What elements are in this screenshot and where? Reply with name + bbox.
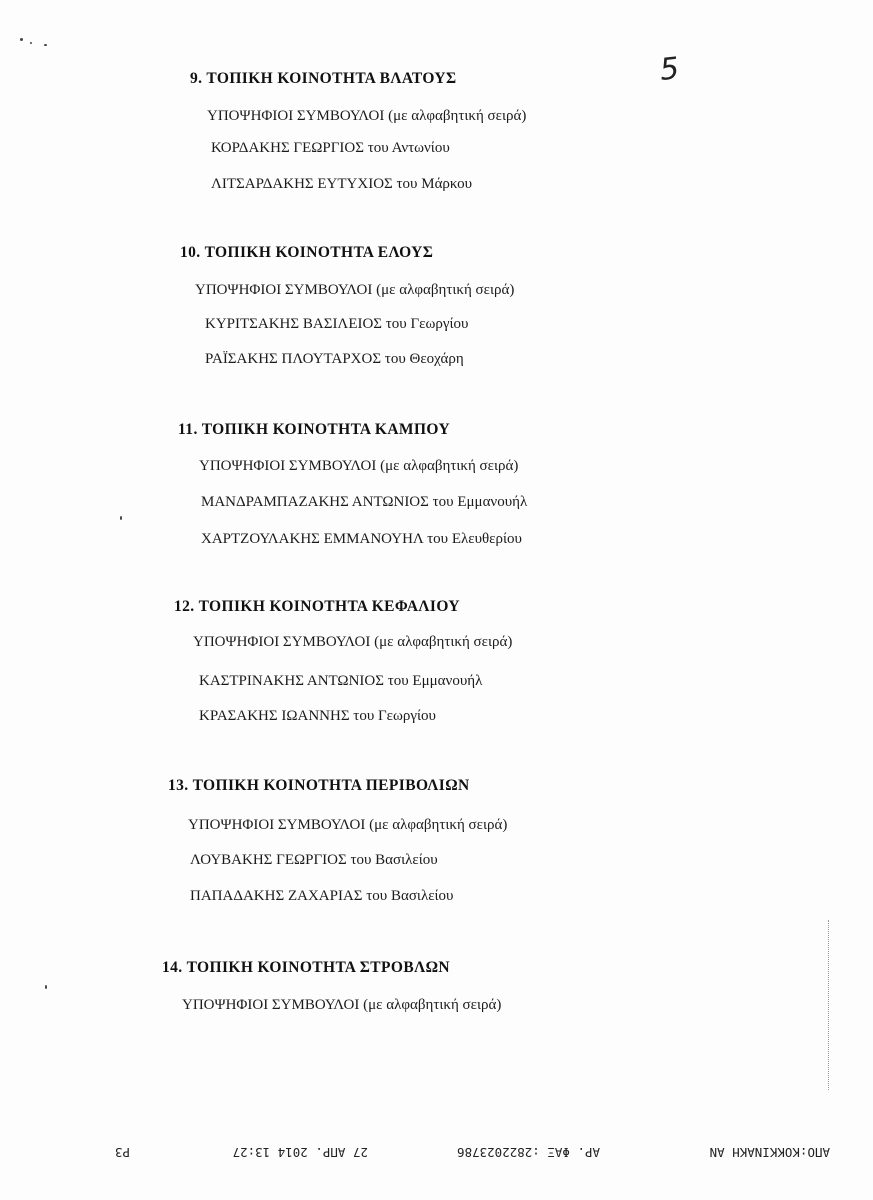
fax-number: ΑΡ. ΦΑΞ :2822023786 bbox=[457, 1145, 600, 1160]
candidate-name: ΚΥΡΙΤΣΑΚΗΣ ΒΑΣΙΛΕΙΟΣ του Γεωργίου bbox=[205, 316, 469, 332]
section-heading: 12. ΤΟΠΙΚΗ ΚΟΙΝΟΤΗΤΑ ΚΕΦΑΛΙΟΥ bbox=[174, 598, 461, 615]
section-heading: 11. ΤΟΠΙΚΗ ΚΟΙΝΟΤΗΤΑ ΚΑΜΠΟΥ bbox=[178, 421, 451, 438]
candidate-name: ΠΑΠΑΔΑΚΗΣ ΖΑΧΑΡΙΑΣ του Βασιλείου bbox=[190, 888, 454, 904]
section-subtitle: ΥΠΟΨΗΦΙΟΙ ΣΥΜΒΟΥΛΟΙ (με αλφαβητική σειρά) bbox=[182, 997, 502, 1013]
section-subtitle: ΥΠΟΨΗΦΙΟΙ ΣΥΜΒΟΥΛΟΙ (με αλφαβητική σειρά) bbox=[195, 282, 515, 298]
candidate-name: ΚΡΑΣΑΚΗΣ ΙΩΑΝΝΗΣ του Γεωργίου bbox=[199, 708, 436, 724]
section-subtitle: ΥΠΟΨΗΦΙΟΙ ΣΥΜΒΟΥΛΟΙ (με αλφαβητική σειρά) bbox=[207, 108, 527, 124]
candidate-name: ΧΑΡΤΖΟΥΛΑΚΗΣ ΕΜΜΑΝΟΥΗΛ του Ελευθερίου bbox=[201, 531, 522, 547]
candidate-name: ΚΑΣΤΡΙΝΑΚΗΣ ΑΝΤΩΝΙΟΣ του Εμμανουήλ bbox=[199, 673, 483, 689]
scan-speck bbox=[120, 516, 122, 520]
scan-speck bbox=[45, 985, 47, 989]
scan-speck bbox=[30, 42, 32, 44]
section-subtitle: ΥΠΟΨΗΦΙΟΙ ΣΥΜΒΟΥΛΟΙ (με αλφαβητική σειρά) bbox=[199, 458, 519, 474]
scan-edge-mark bbox=[828, 920, 835, 1090]
fax-sender: ΑΠΟ:ΚΟΚΚΙΝΑΚΗ ΑΝ bbox=[709, 1145, 830, 1160]
section-heading: 10. ΤΟΠΙΚΗ ΚΟΙΝΟΤΗΤΑ ΕΛΟΥΣ bbox=[180, 244, 434, 261]
section-heading: 13. ΤΟΠΙΚΗ ΚΟΙΝΟΤΗΤΑ ΠΕΡΙΒΟΛΙΩΝ bbox=[168, 777, 470, 794]
fax-transmission-header bbox=[90, 1140, 830, 1160]
scan-speck bbox=[20, 38, 23, 41]
candidate-name: ΡΑΪΣΑΚΗΣ ΠΛΟΥΤΑΡΧΟΣ του Θεοχάρη bbox=[205, 351, 464, 367]
candidate-name: ΛΙΤΣΑΡΔΑΚΗΣ ΕΥΤΥΧΙΟΣ του Μάρκου bbox=[211, 176, 473, 192]
section-heading: 9. ΤΟΠΙΚΗ ΚΟΙΝΟΤΗΤΑ ΒΛΑΤΟΥΣ bbox=[190, 70, 457, 87]
section-heading: 14. ΤΟΠΙΚΗ ΚΟΙΝΟΤΗΤΑ ΣΤΡΟΒΛΩΝ bbox=[162, 959, 450, 976]
fax-datetime: 27 ΑΠΡ. 2014 13:27 bbox=[232, 1145, 368, 1160]
section-subtitle: ΥΠΟΨΗΦΙΟΙ ΣΥΜΒΟΥΛΟΙ (με αλφαβητική σειρά) bbox=[188, 817, 508, 833]
scan-speck bbox=[44, 44, 47, 46]
candidate-name: ΜΑΝΔΡΑΜΠΑΖΑΚΗΣ ΑΝΤΩΝΙΟΣ του Εμμανουήλ bbox=[201, 494, 528, 510]
candidate-name: ΛΟΥΒΑΚΗΣ ΓΕΩΡΓΙΟΣ του Βασιλείου bbox=[190, 852, 438, 868]
handwritten-page-number: 5 bbox=[658, 51, 681, 88]
section-subtitle: ΥΠΟΨΗΦΙΟΙ ΣΥΜΒΟΥΛΟΙ (με αλφαβητική σειρά) bbox=[193, 634, 513, 650]
candidate-name: ΚΟΡΔΑΚΗΣ ΓΕΩΡΓΙΟΣ του Αντωνίου bbox=[211, 140, 450, 156]
fax-page: Ρ3 bbox=[114, 1145, 130, 1160]
